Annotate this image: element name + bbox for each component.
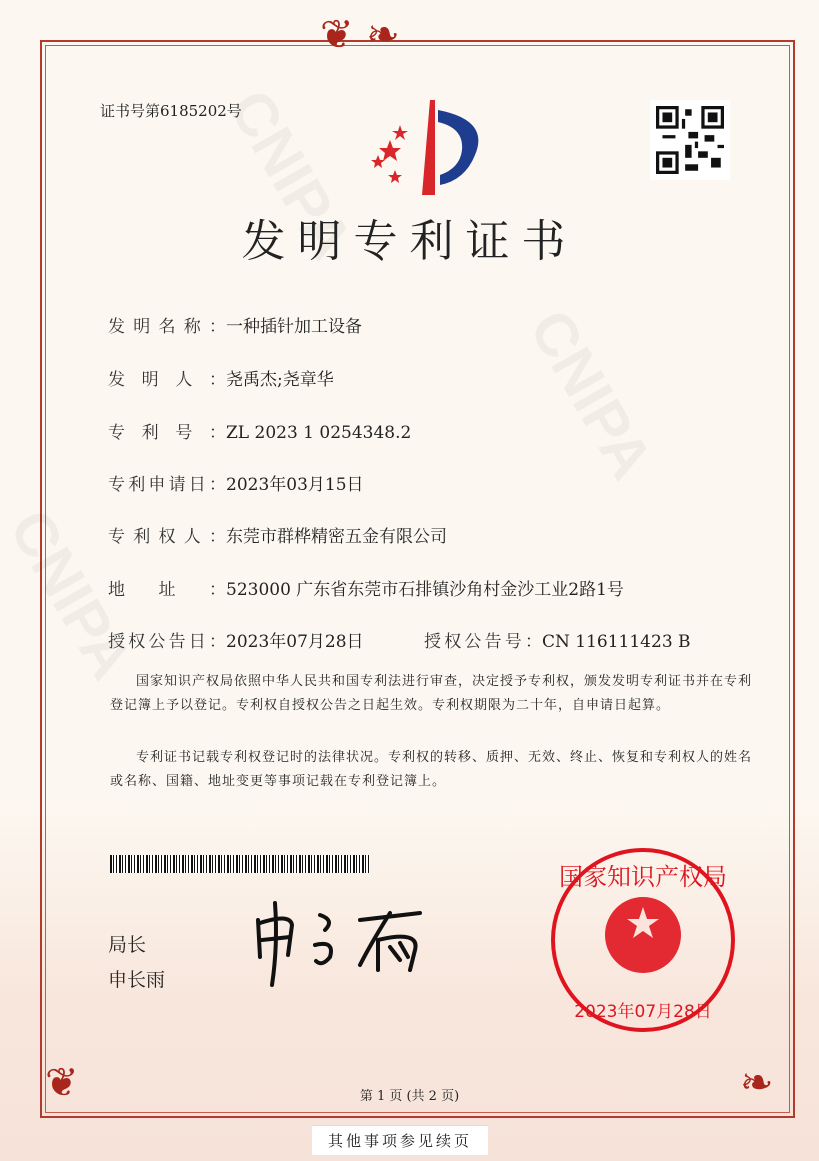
field-filing-date: 专利申请日：2023年03月15日 [108, 475, 364, 495]
statement-paragraph: 专利证书记载专利权登记时的法律状况。专利权的转移、质押、无效、终止、恢复和专利权人的姓名或名称、国籍、地址变更等事项记载在专利登记簿上。 [110, 750, 753, 789]
certificate-number: 证书号第6185202号 [100, 102, 242, 120]
official-seal [548, 845, 738, 1035]
page-indicator: 第 1 页 (共 2 页) [359, 1089, 460, 1104]
field-announcement-number: 授权公告号：CN 116111423 B [424, 632, 691, 652]
field-grant-date: 授权公告日：2023年07月28日 [108, 632, 364, 652]
handwritten-signature [250, 895, 440, 990]
corner-ornament-left: ❦ [45, 1060, 79, 1106]
field-patentee: 专利权人：东莞市群桦精密五金有限公司 [108, 527, 447, 547]
signatory-name: 申长雨 [108, 969, 166, 991]
barcode [110, 855, 370, 873]
continuation-note: 其他事项参见续页 [312, 1125, 488, 1155]
field-patent-number: 专利号：ZL 2023 1 0254348.2 [108, 423, 412, 443]
svg-text:国家知识产权局: 国家知识产权局 [559, 863, 727, 891]
signatory-role: 局长 [108, 934, 147, 956]
field-invention-name: 发明名称：一种插针加工设备 [108, 317, 362, 337]
field-address: 地址：523000 广东省东莞市石排镇沙角村金沙工业2路1号 [108, 580, 624, 600]
qr-code [650, 100, 730, 180]
statement-paragraph: 国家知识产权局依照中华人民共和国专利法进行审查，决定授予专利权，颁发发明专利证书并在专利登记簿上予以登记。专利权自授权公告之日起生效。专利权期限为二十年，自申请日起算。 [110, 674, 753, 713]
corner-ornament-right: ❧ [740, 1060, 774, 1106]
page-title: 发明专利证书 [241, 216, 578, 267]
svg-text:2023年07月28日: 2023年07月28日 [574, 1002, 712, 1022]
cnipa-logo-icon [360, 100, 490, 200]
top-ornament: ❦ ❧ [320, 12, 400, 58]
field-inventor: 发明人：尧禹杰;尧章华 [108, 370, 334, 390]
